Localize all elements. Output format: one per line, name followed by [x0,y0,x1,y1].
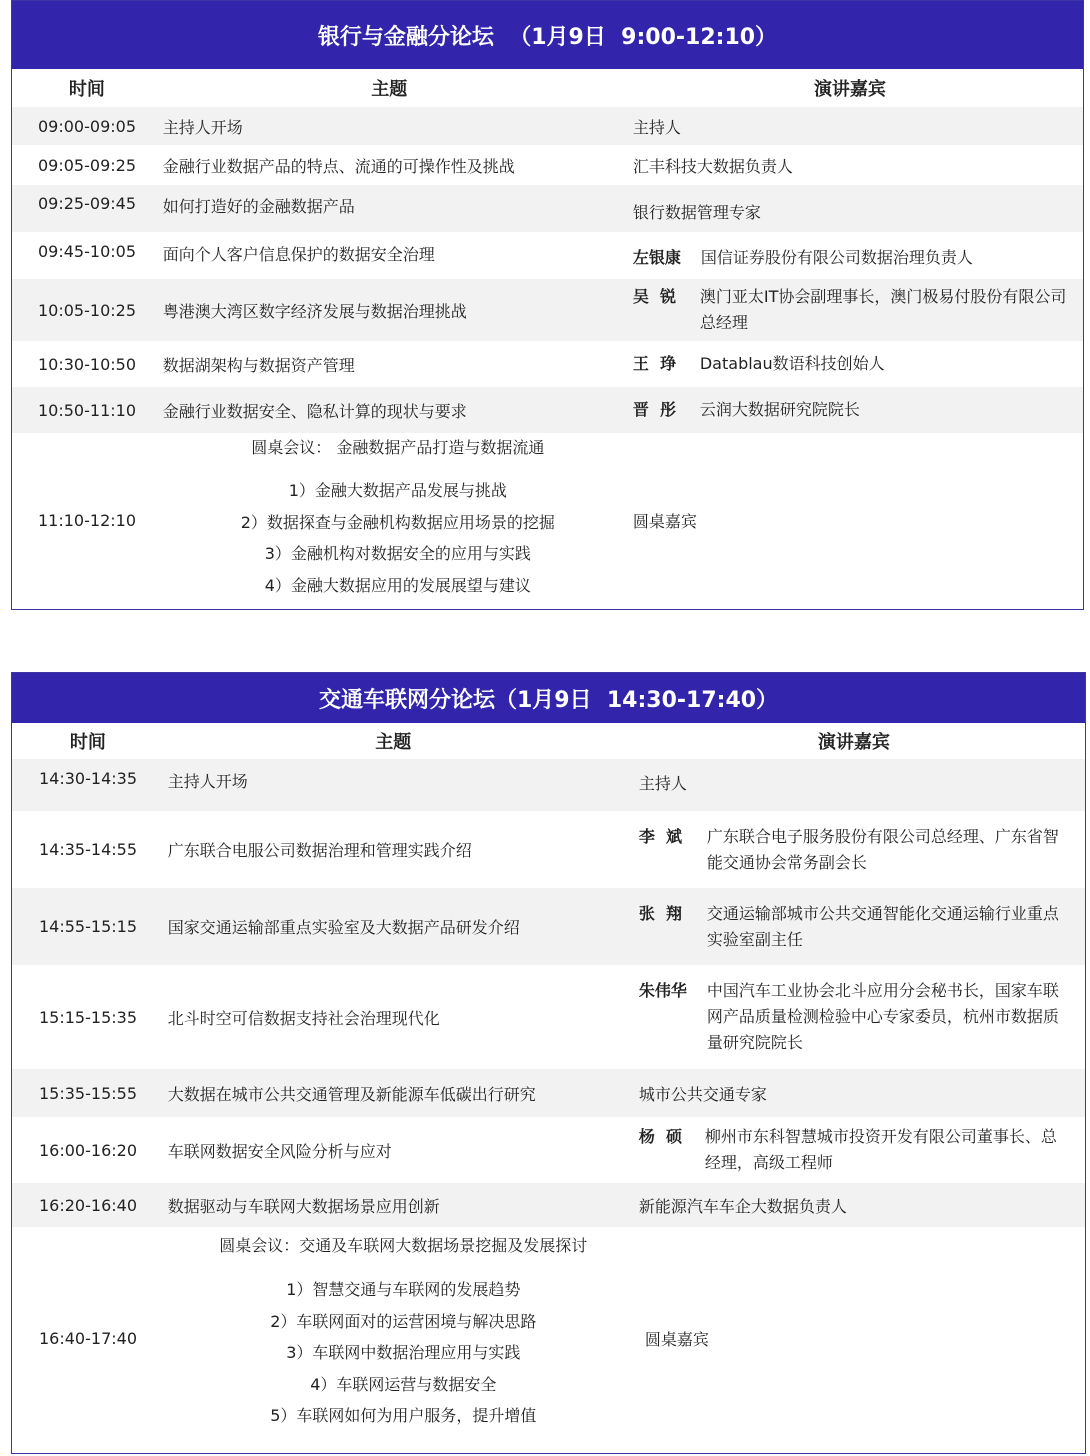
speaker-role: Datablau数语科技创始人 [699,354,885,373]
speaker-cell [639,888,1085,965]
speaker-name: 左银康 [632,248,681,267]
session-topic: 如何打造好的金融数据产品 [162,197,355,216]
table-row [12,1069,1085,1117]
speaker-role: 汇丰科技大数据负责人 [632,156,793,176]
session-time: 09:05-09:25 [38,155,136,175]
speaker-cell [639,759,1085,811]
roundtable-item: 2）数据探查与金融机构数据应用场景的挖掘 [240,512,555,532]
table-header [12,69,1083,107]
table-row [12,1183,1085,1227]
speaker-cell [633,341,1083,387]
speaker-cell [639,1117,1085,1183]
speaker-cell [639,1227,1085,1449]
roundtable-item: 3）金融机构对数据安全的应用与实践 [264,544,531,563]
session-topic: 粤港澳大湾区数字经济发展与数据治理挑战 [162,301,467,321]
header-speaker: 演讲嘉宾 [813,79,886,100]
session-time: 16:20-16:40 [39,1195,137,1215]
session-topic: 北斗时空可信数据支持社会治理现代化 [167,1008,440,1028]
session-time: 10:50-11:10 [38,400,136,420]
session-time: 11:10-12:10 [38,510,136,530]
speaker-role: 柳州市东科智慧城市投资开发有限公司董事长、总经理，高级工程师 [704,1127,1057,1172]
forum-banking-finance [11,0,1084,610]
roundtable-title: 圆桌会议： 金融数据产品打造与数据流通 [251,438,545,457]
forum-title: 交通车联网分论坛（1月9日 14:30-17:40） [12,673,1085,723]
speaker-role: 银行数据管理专家 [632,203,761,222]
forum-title: 银行与金融分论坛 （1月9日 9:00-12:10） [12,1,1083,69]
speaker-cell [633,433,1083,607]
table-row [12,145,1083,185]
speaker-cell [633,232,1083,279]
speaker-role: 国信证券股份有限公司数据治理负责人 [700,248,973,267]
session-time: 14:35-14:55 [39,840,137,859]
session-topic: 面向个人客户信息保护的数据安全治理 [162,245,435,264]
session-topic: 大数据在城市公共交通管理及新能源车低碳出行研究 [167,1084,536,1104]
speaker-name: 杨 硕 [638,1127,682,1146]
session-topic: 金融行业数据产品的特点、流通的可操作性及挑战 [162,156,515,176]
forum-transport-iov [11,672,1086,1454]
roundtable-item: 1）智慧交通与车联网的发展趋势 [286,1280,521,1299]
speaker-name: 李 斌 [638,826,682,846]
roundtable-item: 3）车联网中数据治理应用与实践 [286,1343,521,1362]
session-topic: 数据湖架构与数据资产管理 [162,355,355,375]
header-topic: 主题 [375,732,412,753]
roundtable-row [12,1227,1085,1449]
table-row [12,1117,1085,1183]
session-time: 10:05-10:25 [38,300,136,320]
session-topic: 主持人开场 [162,117,243,137]
speaker-cell [639,811,1085,888]
speaker-cell [639,965,1085,1069]
header-time: 时间 [68,79,105,100]
roundtable-item: 1）金融大数据产品发展与挑战 [288,481,507,500]
speaker-cell [633,107,1083,145]
session-topic: 数据驱动与车联网大数据场景应用创新 [167,1196,440,1216]
roundtable-topic [167,1227,639,1449]
session-time: 14:30-14:35 [39,769,137,788]
speaker-cell [633,145,1083,185]
speaker-cell [633,279,1083,341]
header-topic: 主题 [371,79,408,100]
speaker-name: 吴 锐 [632,287,677,306]
speaker-role: 交通运输部城市公共交通智能化交通运输行业重点实验室副主任 [706,903,1059,949]
roundtable-item: 4）金融大数据应用的发展展望与建议 [264,575,531,595]
speaker-role: 云润大数据研究院院长 [699,400,860,419]
speaker-cell [633,185,1083,232]
session-time: 14:55-15:15 [39,917,137,936]
speaker-name: 晋 彤 [632,400,677,419]
speaker-role: 圆桌嘉宾 [632,511,697,531]
session-time: 09:45-10:05 [38,242,136,261]
speaker-role: 主持人 [632,117,681,137]
roundtable-topic [162,433,633,607]
roundtable-title: 圆桌会议：交通及车联网大数据场景挖掘及发展探讨 [219,1236,588,1255]
table-row [12,232,1083,279]
speaker-role: 主持人 [638,774,687,793]
speaker-name: 朱伟华 [638,981,687,1000]
table-row [12,185,1083,232]
table-row [12,811,1085,888]
speaker-role: 圆桌嘉宾 [644,1329,709,1349]
table-row [12,888,1085,965]
table-row [12,279,1083,341]
speaker-role: 新能源汽车车企大数据负责人 [638,1196,847,1216]
table-row [12,107,1083,145]
session-time: 15:15-15:35 [39,1007,137,1027]
table-header [12,723,1085,759]
table-row [12,387,1083,433]
session-topic: 金融行业数据安全、隐私计算的现状与要求 [162,401,467,421]
roundtable-item: 4）车联网运营与数据安全 [310,1374,497,1394]
session-topic: 国家交通运输部重点实验室及大数据产品研发介绍 [167,918,520,937]
session-time: 16:00-16:20 [39,1140,137,1160]
table-row [12,759,1085,811]
session-time: 15:35-15:55 [39,1083,137,1103]
table-row [12,341,1083,387]
table-row [12,965,1085,1069]
speaker-name: 张 翔 [638,903,682,923]
speaker-role: 澳门亚太IT协会副理事长，澳门极易付股份有限公司总经理 [699,287,1067,332]
session-time: 16:40-17:40 [39,1328,137,1348]
session-time: 09:25-09:45 [38,194,136,213]
speaker-cell [633,387,1083,433]
roundtable-item: 5）车联网如何为用户服务，提升增值 [270,1406,537,1425]
speaker-role: 城市公共交通专家 [638,1084,767,1104]
session-time: 09:00-09:05 [38,116,136,136]
speaker-cell [639,1183,1085,1227]
session-topic: 车联网数据安全风险分析与应对 [167,1141,392,1161]
roundtable-item: 2）车联网面对的运营困境与解决思路 [270,1311,537,1331]
speaker-name: 王 琤 [632,354,677,373]
speaker-role: 中国汽车工业协会北斗应用分会秘书长，国家车联网产品质量检测检验中心专家委员，杭州市数据质量研究院院长 [706,981,1059,1052]
speaker-cell [639,1069,1085,1117]
header-time: 时间 [69,732,106,753]
speaker-role: 广东联合电子服务股份有限公司总经理、广东省智能交通协会常务副会长 [706,826,1059,872]
header-speaker: 演讲嘉宾 [817,732,890,753]
session-topic: 广东联合电服公司数据治理和管理实践介绍 [167,841,472,860]
session-topic: 主持人开场 [167,772,248,791]
roundtable-row [12,433,1083,607]
session-time: 10:30-10:50 [38,354,136,374]
